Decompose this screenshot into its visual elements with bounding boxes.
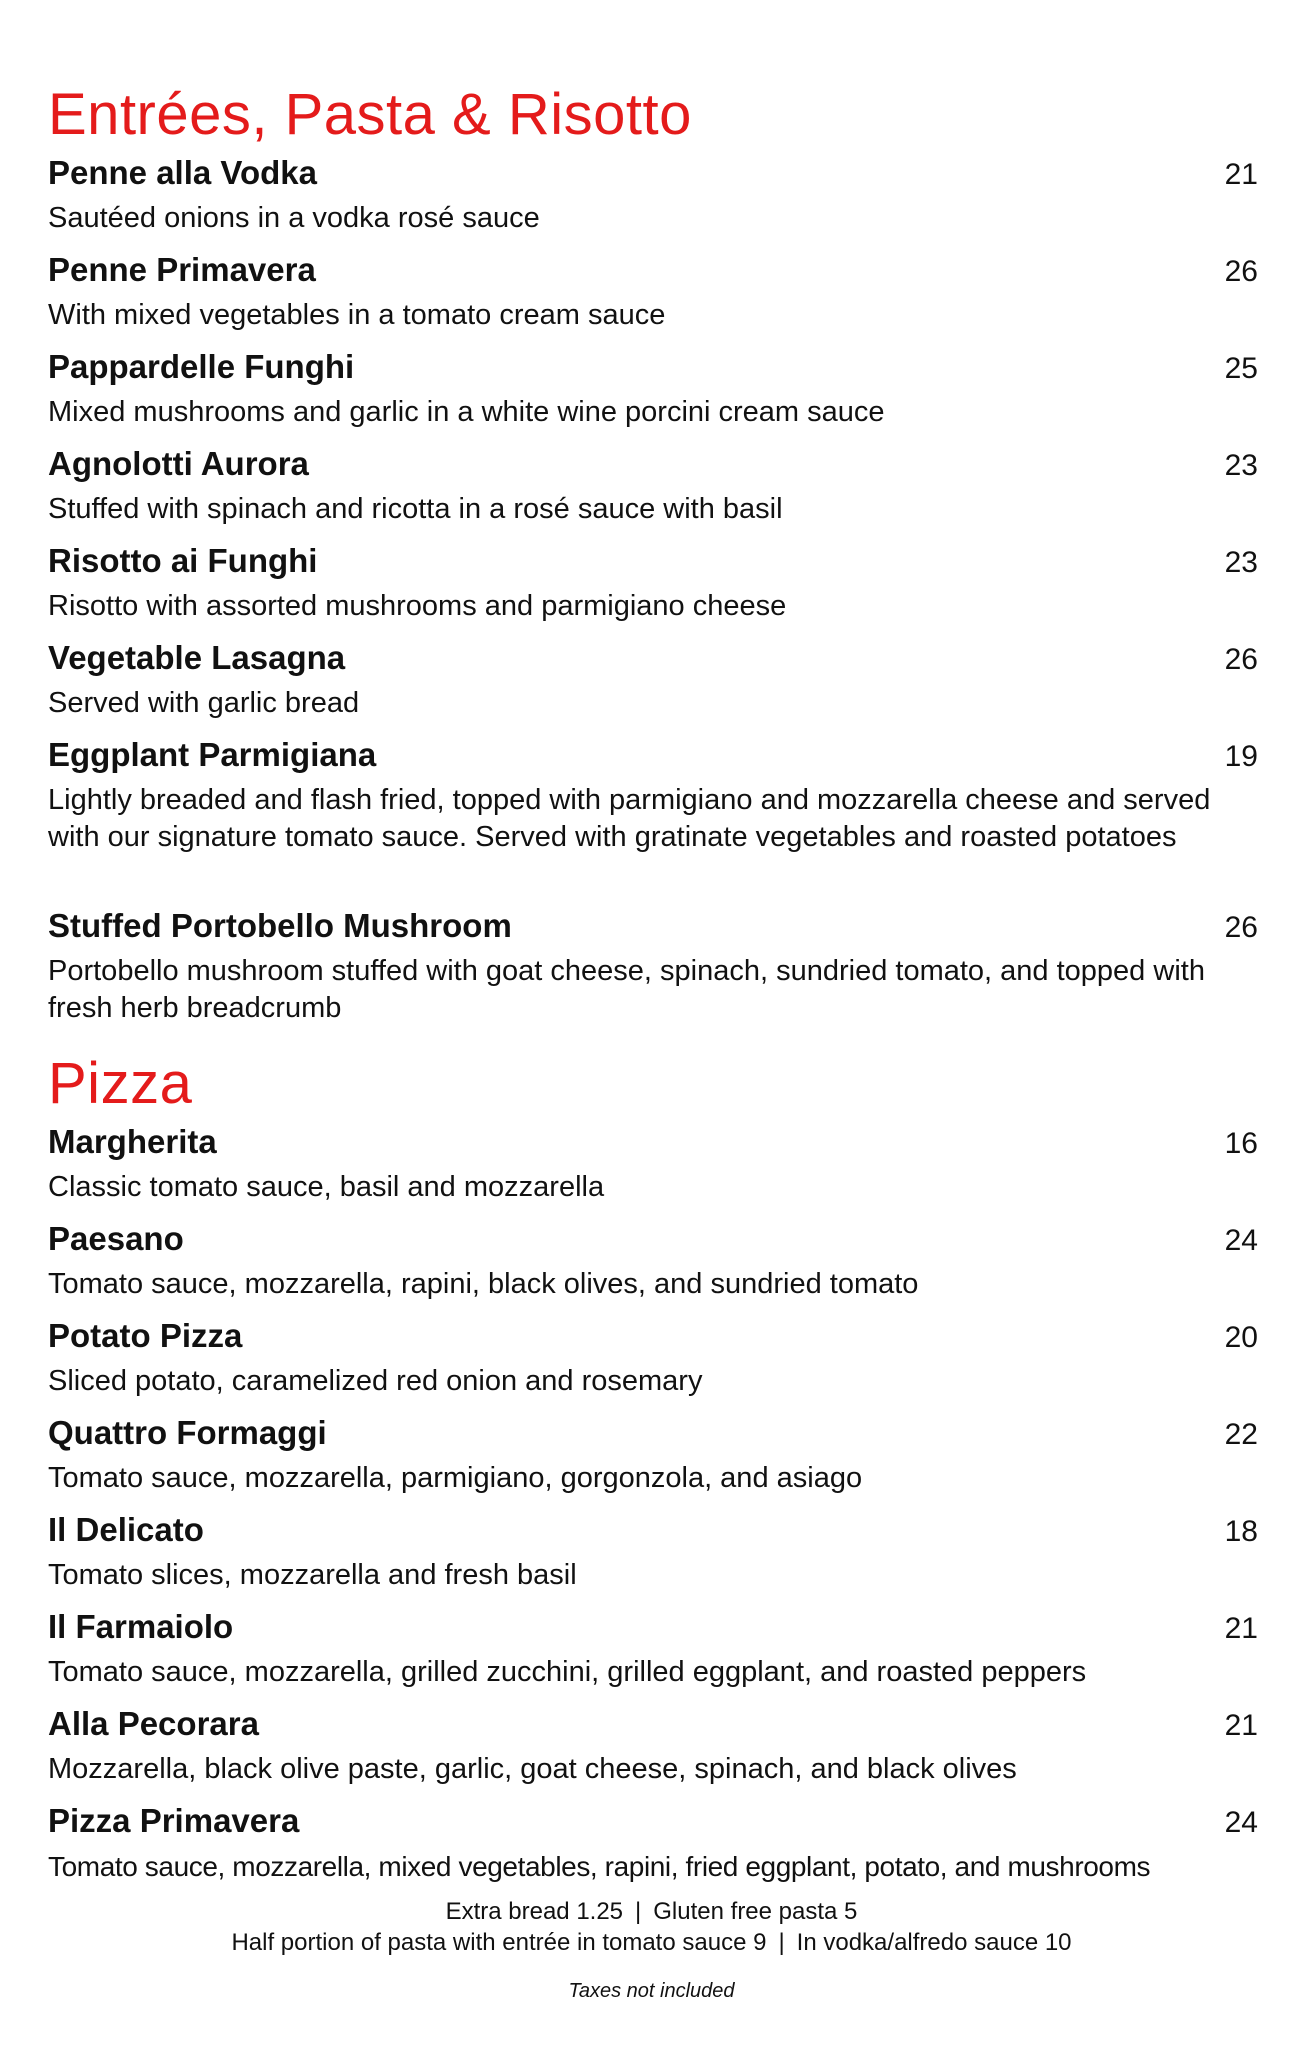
item-name: Margherita xyxy=(48,1123,217,1160)
item-name: Penne Primavera xyxy=(48,251,316,288)
item-name: Potato Pizza xyxy=(48,1317,243,1354)
item-price: 21 xyxy=(1224,158,1258,191)
menu-item xyxy=(48,1800,1258,1885)
item-name: Quattro Formaggi xyxy=(48,1414,327,1451)
menu-item xyxy=(48,905,1258,1027)
item-name: Penne alla Vodka xyxy=(48,154,317,191)
section-title-pizza: Pizza xyxy=(48,1051,193,1116)
separator: | xyxy=(778,1929,785,1956)
item-description: Portobello mushroom stuffed with goat cheese, spinach, sundried tomato, and topped with fresh herb breadcrumb xyxy=(48,955,1205,1024)
gluten-free-note: Gluten free pasta 5 xyxy=(653,1898,858,1925)
menu-item xyxy=(48,1606,1258,1691)
item-description: Mozzarella, black olive paste, garlic, goat cheese, spinach, and black olives xyxy=(48,1753,1017,1785)
item-description: Lightly breaded and flash fried, topped with parmigiano and mozzarella cheese and served with our signature tomato sauce. Served with gratinate vegetables and roasted potatoes xyxy=(48,784,1211,853)
menu-item xyxy=(48,1121,1258,1206)
item-name: Vegetable Lasagna xyxy=(48,639,346,676)
item-name: Stuffed Portobello Mushroom xyxy=(48,907,512,944)
menu-item xyxy=(48,443,1258,528)
item-price: 25 xyxy=(1224,352,1258,385)
item-name: Paesano xyxy=(48,1220,184,1257)
separator: | xyxy=(635,1898,642,1925)
menu-item xyxy=(48,1315,1258,1400)
taxes-note: Taxes not included xyxy=(568,1980,735,2002)
footer-extras-line xyxy=(0,1896,1303,1927)
menu-item xyxy=(48,540,1258,625)
menu-item xyxy=(48,1218,1258,1303)
half-portion-note: Half portion of pasta with entrée in tomato sauce 9 xyxy=(231,1929,767,1956)
footer-half-portion-line xyxy=(0,1927,1303,1958)
item-name: Pappardelle Funghi xyxy=(48,348,355,385)
item-price: 26 xyxy=(1224,643,1258,676)
item-name: Eggplant Parmigiana xyxy=(48,736,377,773)
item-description: Tomato sauce, mozzarella, mixed vegetables, rapini, fried eggplant, potato, and mushrooms xyxy=(48,1851,1151,1882)
extra-bread-note: Extra bread 1.25 xyxy=(445,1898,624,1925)
item-price: 26 xyxy=(1224,255,1258,288)
item-description: Mixed mushrooms and garlic in a white wine porcini cream sauce xyxy=(48,396,885,428)
item-description: Classic tomato sauce, basil and mozzarella xyxy=(48,1171,605,1203)
item-name: Risotto ai Funghi xyxy=(48,542,318,579)
item-price: 19 xyxy=(1224,740,1258,773)
item-name: Il Delicato xyxy=(48,1511,204,1548)
item-description: Stuffed with spinach and ricotta in a rosé sauce with basil xyxy=(48,493,783,525)
item-description: Served with garlic bread xyxy=(48,687,360,719)
item-description: Tomato slices, mozzarella and fresh basil xyxy=(48,1559,577,1591)
item-price: 24 xyxy=(1224,1806,1258,1839)
item-description: Tomato sauce, mozzarella, parmigiano, gorgonzola, and asiago xyxy=(48,1462,863,1494)
item-name: Il Farmaiolo xyxy=(48,1608,234,1645)
item-price: 26 xyxy=(1224,911,1258,944)
item-price: 21 xyxy=(1224,1709,1258,1742)
item-description: Sautéed onions in a vodka rosé sauce xyxy=(48,202,540,234)
menu-item xyxy=(48,346,1258,431)
menu-item xyxy=(48,152,1258,237)
item-price: 20 xyxy=(1224,1321,1258,1354)
item-name: Alla Pecorara xyxy=(48,1705,259,1742)
item-price: 22 xyxy=(1224,1418,1258,1451)
item-description: Risotto with assorted mushrooms and parmigiano cheese xyxy=(48,590,787,622)
item-description: Sliced potato, caramelized red onion and rosemary xyxy=(48,1365,703,1397)
item-price: 23 xyxy=(1224,546,1258,579)
item-description: Tomato sauce, mozzarella, rapini, black olives, and sundried tomato xyxy=(48,1268,919,1300)
item-price: 23 xyxy=(1224,449,1258,482)
item-price: 16 xyxy=(1224,1127,1258,1160)
menu-item xyxy=(48,249,1258,334)
item-name: Pizza Primavera xyxy=(48,1802,300,1839)
menu-item xyxy=(48,1703,1258,1788)
item-price: 18 xyxy=(1224,1515,1258,1548)
menu-item xyxy=(48,637,1258,722)
item-name: Agnolotti Aurora xyxy=(48,445,309,482)
item-description: With mixed vegetables in a tomato cream sauce xyxy=(48,299,666,331)
vodka-alfredo-note: In vodka/alfredo sauce 10 xyxy=(796,1929,1072,1956)
item-price: 24 xyxy=(1224,1224,1258,1257)
menu-item xyxy=(48,1412,1258,1497)
item-price: 21 xyxy=(1224,1612,1258,1645)
section-title-entrees: Entrées, Pasta & Risotto xyxy=(48,82,692,147)
menu-item xyxy=(48,1509,1258,1594)
menu-item xyxy=(48,734,1258,856)
item-description: Tomato sauce, mozzarella, grilled zucchini, grilled eggplant, and roasted peppers xyxy=(48,1656,1087,1688)
